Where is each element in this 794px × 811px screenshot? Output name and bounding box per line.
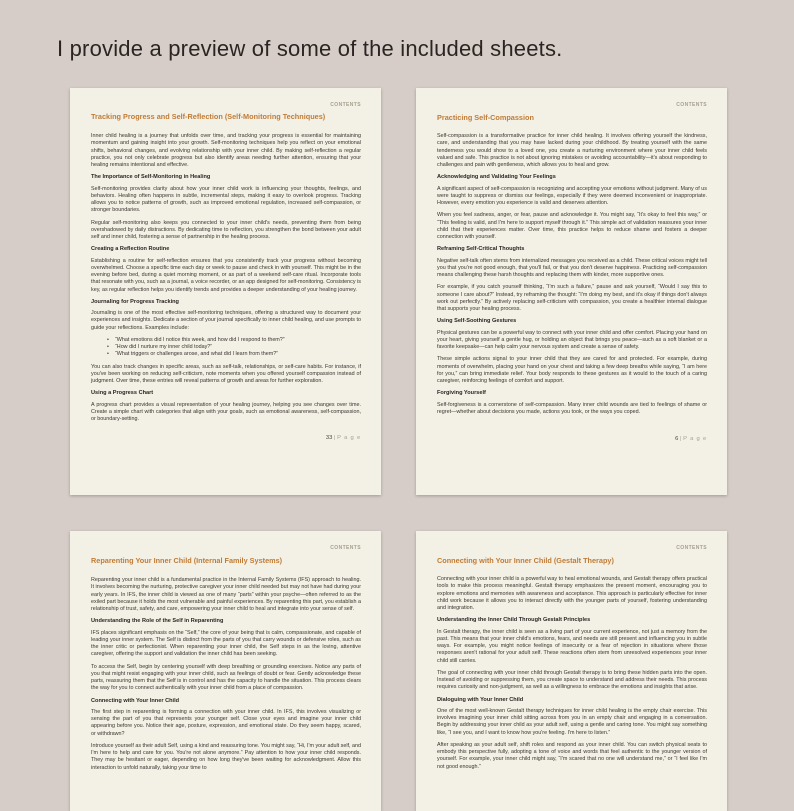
sheet-title: Practicing Self-Compassion xyxy=(437,113,534,122)
paragraph: Introduce yourself as their adult Self, using a kind and reassuring tone. You might say, “Hi, I'm your adult self, and I'm here to help and care for you. You're not alone anymore.” Pay attention to how your inner child responds. They may be hesitant or eager, depending on how long they've been waiting for acknowledgment. Allow this interaction to unfold naturally, taking your time to xyxy=(91,742,362,771)
bullet-item: • “What triggers or challenges arose, and what did I learn from them?” xyxy=(115,351,361,358)
paragraph: To access the Self, begin by centering yourself with deep breathing or grounding exercises. Notice any parts of you that might resist engaging with your inner child, such as feelings of doubt or fear. Gently acknowledge these parts, reassuring them that the Self is in control and has the capacity to handle the situation. This process clears the way for you to connect authentically with your inner child from a place of compassion. xyxy=(91,663,361,692)
contents-link[interactable]: CONTENTS xyxy=(330,545,361,551)
page-word: P a g e xyxy=(683,436,707,442)
page-number: 33 xyxy=(325,435,333,441)
sheet-body xyxy=(91,577,361,772)
section-heading: Forgiving Yourself xyxy=(437,390,486,397)
paragraph: Self-monitoring provides clarity about how your inner child work is influencing your thoughts, feelings, and behaviors. Healing often happens in subtle, incremental steps, making it easy to overlook progress. Tracking allows you to notice patterns of growth, such as improved emotional regulation, increased self-compassion, or stronger boundaries. xyxy=(91,185,361,214)
sheet-title: Reparenting Your Inner Child (Internal Family Systems) xyxy=(91,556,283,565)
contents-link[interactable]: CONTENTS xyxy=(330,102,361,108)
page-word: P a g e xyxy=(337,435,361,441)
sheet-body xyxy=(91,133,361,423)
bullet-list xyxy=(91,337,361,359)
bullet-item: • “What emotions did I notice this week, and how did I respond to them?” xyxy=(115,337,361,344)
paragraph: The first step in reparenting is forming a connection with your inner child. In IFS, this involves visualizing or sensing the part of you that represents your younger self. Close your eyes and imagine your inner child appearing before you. Notice their age, posture, expression, and emotional state. Do they seem happy, scared, or withdrawn? xyxy=(91,708,361,737)
sheet-gestalt xyxy=(416,531,727,811)
paragraph: When you feel sadness, anger, or fear, pause and acknowledge it. You might say, “It's okay to feel this way,” or “This feeling is valid, and I'm here to support myself through it.” This simple act of validation reassures your inner child that their experiences matter. Over time, this practice helps to reduce shame and fosters a deeper connection with yourself. xyxy=(437,212,707,240)
paragraph: Reparenting your inner child is a fundamental practice in the Internal Family Systems (IFS) approach to healing. It involves becoming the nurturing, protective caregiver your inner child needed but may not have had during your early years. In IFS, the inner child is viewed as one of many “parts” within your psyche—often referred to as the exiled part because it holds the most vulnerable and painful experiences. By reparenting this part, you establish a relationship of trust, safety, and care, empowering your inner child to heal and integrate into your sense of self. xyxy=(91,577,361,612)
paragraph: For example, if you catch yourself thinking, “I'm such a failure,” pause and ask yourself, “Would I say this to someone I care about?” Instead, try reframing the thought: “I'm doing my best, and it's okay if things don't always work out perfectly.” By actively replacing self-criticism with compassion, you create a healthier internal dialogue that supports your healing process. xyxy=(437,284,707,312)
section-heading: Using a Progress Chart xyxy=(91,390,154,397)
paragraph: The goal of connecting with your inner child through Gestalt therapy is to bring these hidden parts into the open. Instead of avoiding or suppressing them, you create space to understand and address their needs. This process requires curiosity and non-judgment, as well as a willingness to embrace the emotions and insights that arise. xyxy=(437,669,707,691)
sheet-self-compassion xyxy=(416,88,727,495)
section-heading: Connecting with Your Inner Child xyxy=(91,697,180,704)
sheet-title: Connecting with Your Inner Child (Gestalt Therapy) xyxy=(437,556,614,565)
section-heading: Dialoguing with Your Inner Child xyxy=(437,696,524,703)
paragraph: After speaking as your adult self, shift roles and respond as your inner child. You can switch physical seats to embody this perspective fully, adopting a tone of voice and words that feel authentic to the younger version of yourself. For example, your inner child might say, “I'm scared that no one will understand me,” or “I feel like I'm not good enough.” xyxy=(437,741,707,770)
page-separator: | xyxy=(679,436,682,442)
section-heading: Acknowledging and Validating Your Feelings xyxy=(437,174,556,181)
sheet-title: Tracking Progress and Self-Reflection (Self-Monitoring Techniques) xyxy=(91,112,326,121)
paragraph: Regular self-monitoring also keeps you connected to your inner child's needs, preventing them from being overshadowed by daily distractions. By dedicating time to reflection, you strengthen the bond between your adult self and inner child, fostering a sense of partnership in the healing process. xyxy=(91,219,361,240)
page-number-footer xyxy=(326,435,361,441)
section-heading: Understanding the Role of the Self in Reparenting xyxy=(91,618,224,625)
paragraph: In Gestalt therapy, the inner child is seen as a living part of your current experience, not just a memory from the past. This means that your inner child's emotions, fears, and needs are still present and influencing you in subtle ways. For example, you might notice feelings of insecurity or a fear of rejection in situations where those responses aren't rational for your adult self. These reactions often stem from unresolved experiences your inner child still carries. xyxy=(437,628,707,664)
section-heading: Reframing Self-Critical Thoughts xyxy=(437,246,525,253)
contents-link[interactable]: CONTENTS xyxy=(676,545,707,551)
contents-link[interactable]: CONTENTS xyxy=(676,102,707,108)
section-heading: Understanding the Inner Child Through Gestalt Principles xyxy=(437,617,591,624)
sheet-tracking-progress xyxy=(70,88,381,495)
paragraph: Connecting with your inner child is a powerful way to heal emotional wounds, and Gestalt therapy offers practical tools to make this process meaningful. Gestalt therapy emphasizes the present moment, encouraging you to explore emotions and memories with awareness and acceptance. This approach is particularly effective for inner child work because it allows you to interact directly with the younger parts of yourself, fostering understanding and integration. xyxy=(437,576,707,611)
paragraph: Journaling is one of the most effective self-monitoring techniques, offering a structured way to document your experiences and insights. Dedicate a section of your journal specifically to inner child healing, and use prompts to guide your reflections. Examples include: xyxy=(91,310,361,331)
paragraph: You can also track changes in specific areas, such as self-talk, relationships, or self-care habits. For instance, if you've been working on reducing self-criticism, note moments when you offered yourself compassion instead of judgment. Over time, these entries will reveal patterns of growth and areas for further exploration. xyxy=(91,363,361,384)
paragraph: Physical gestures can be a powerful way to connect with your inner child and offer comfort. Placing your hand on your heart, giving yourself a gentle hug, or holding an object that brings you peace—such as a soft blanket or a favorite keepsake—can help calm your nervous system and create a sense of safety. xyxy=(437,329,707,350)
page-separator: | xyxy=(333,435,336,441)
section-heading: The Importance of Self-Monitoring in Healing xyxy=(91,174,211,181)
paragraph: Negative self-talk often stems from internalized messages you received as a child. These critical voices might tell you that you're not good enough, that you'll fail, or that you don't deserve happiness. Practicing self-compassion means challenging these harsh thoughts and replacing them with kinder, more supportive ones. xyxy=(437,257,707,278)
sheet-body xyxy=(437,576,707,771)
sheet-reparenting xyxy=(70,531,381,811)
bullet-item: • “How did I nurture my inner child today?” xyxy=(115,344,361,351)
paragraph: Inner child healing is a journey that unfolds over time, and tracking your progress is essential for maintaining momentum and gaining insight into your growth. Self-monitoring techniques help you reflect on your emotional shifts, behavioral changes, and evolving relationship with your inner child. By making self-reflection a regular practice, you not only celebrate progress but also identify areas needing further attention, ensuring that your healing remains intentional and effective. xyxy=(91,133,361,168)
paragraph: IFS places significant emphasis on the “Self,” the core of your being that is calm, compassionate, and capable of leading your inner system. The Self is distinct from the parts of you that carry wounds or defensive roles, such as the inner critic or perfectionist. When reparenting your inner child, the Self steps in as the loving, attentive caregiver, offering the support and validation the inner child has been seeking. xyxy=(91,629,361,658)
preview-headline: I provide a preview of some of the included sheets. xyxy=(57,36,563,61)
paragraph: Self-forgiveness is a cornerstone of self-compassion. Many inner child wounds are tied to feelings of shame or regret—whether about decisions you made, actions you took, or the ways you coped. xyxy=(437,401,707,415)
page-number-footer xyxy=(675,436,707,442)
sheet-body xyxy=(437,133,707,416)
section-heading: Journaling for Progress Tracking xyxy=(91,298,179,305)
section-heading: Using Self-Soothing Gestures xyxy=(437,318,517,325)
paragraph: Establishing a routine for self-reflection ensures that you consistently track your progress without becoming overwhelmed. Choose a specific time each day or week to pause and check in with yourself. This might be in the evening before bed, during a quiet morning moment, or as part of a weekend self-care ritual. Incorporate tools that resonate with you, such as a journal, a voice recorder, or an app designed for self-monitoring. Consistency is key, as regular reflection helps you identify trends and provides a deeper understanding of your healing journey. xyxy=(91,257,361,293)
paragraph: A significant aspect of self-compassion is recognizing and accepting your emotions without judgment. Many of us were taught to suppress or dismiss our feelings, especially if they were deemed inconvenient or inappropriate. However, every emotion you experience is valid and deserves attention. xyxy=(437,185,707,206)
page-number: 6 xyxy=(675,436,679,442)
paragraph: Self-compassion is a transformative practice for inner child healing. It involves offering yourself the kindness, care, and understanding that you may have lacked during your childhood. By treating yourself with the same tenderness you would show to a loved one, you create a nurturing environment where your inner child feels valued and safe. This practice is not about ignoring mistakes or avoiding accountability—it's about responding to challenges and pain with gentleness, which allows you to heal and grow. xyxy=(437,133,707,168)
section-heading: Creating a Reflection Routine xyxy=(91,246,170,253)
paragraph: One of the most well-known Gestalt therapy techniques for inner child healing is the empty chair exercise. This involves imagining your inner child sitting across from you in an empty chair and engaging in a conversation. Begin by addressing your inner child as your adult self, using a gentle and caring tone. You might say something like, “I see you, and I want to know how you're feeling. I'm here to listen.” xyxy=(437,707,707,736)
paragraph: These simple actions signal to your inner child that they are cared for and protected. For example, during moments of overwhelm, placing your hand on your chest and taking a few deep breaths while saying, “I am here for you,” can bring immediate relief. Your body responds to these gestures as it would to the touch of a caring caregiver, reinforcing feelings of comfort and support. xyxy=(437,356,707,384)
paragraph: A progress chart provides a visual representation of your healing journey, helping you see changes over time. Create a simple chart with categories that align with your goals, such as emotional awareness, self-compassion, or boundary-setting. xyxy=(91,401,361,422)
